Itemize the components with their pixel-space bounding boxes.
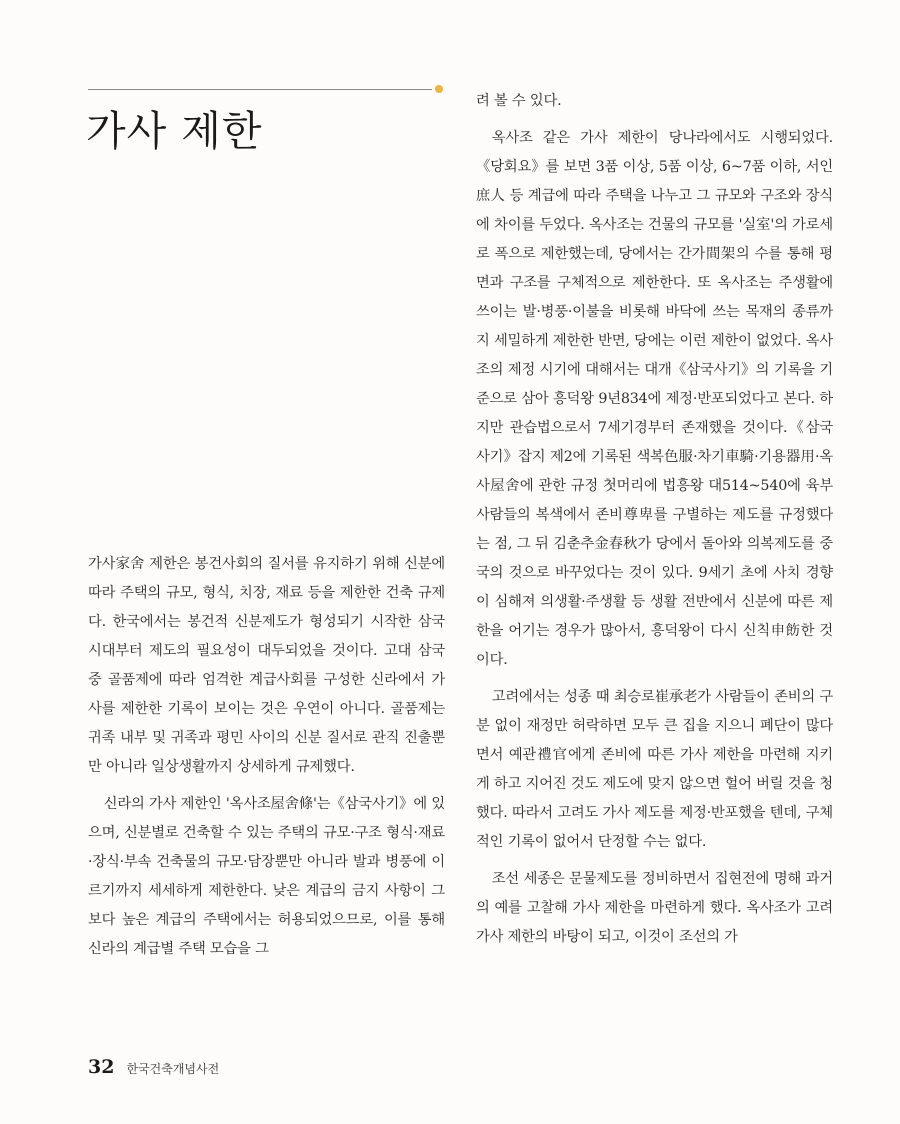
paragraph: 려 볼 수 있다.	[476, 93, 562, 109]
paragraph: 가사家舍 제한은 봉건사회의 질서를 유지하기 위해 신분에 따라 주택의 규모, 형식, 치장, 재료 등을 제한한 건축 규제다. 한국에서는 봉건적 신분제도가 형성되기 시작한 삼국시대부터 제도의 필요성이 대두되었을 것이다. 고대 삼국 중 골품제에 따라 엄격한 계급사회를 구성한 신라에서 가사를 제한한 기록이 보이는 것은 우연이 아니다. 골품제는 귀족 내부 및 귀족과 평민 사이의 신분 질서로 관직 진출뿐만 아니라 일상생활까지 상세하게 규제했다.	[88, 556, 445, 775]
title-rule	[88, 89, 432, 90]
paragraph: 조선 세종은 문물제도를 정비하면서 집현전에 명해 과거의 예를 고찰해 가사 제한을 마련하게 했다. 옥사조가 고려 가사 제한의 바탕이 되고, 이것이 조선의 가	[476, 871, 833, 945]
paragraph: 신라의 가사 제한인 '옥사조屋舍條'는《삼국사기》에 있으며, 신분별로 건축할 수 있는 주택의 규모·구조 형식·재료·장식·부속 건축물의 규모·담장뿐만 아니라 발과 병풍에 이르기까지 세세하게 제한한다. 낮은 계급의 금지 사항이 그보다 높은 계급의 주택에서는 허용되었으므로, 이를 통해 신라의 계급별 주택 모습을 그	[88, 796, 445, 957]
page-footer	[88, 1056, 219, 1078]
page-number: 32	[88, 1056, 115, 1078]
page-title: 가사 제한	[86, 107, 263, 155]
paragraph: 옥사조 같은 가사 제한이 당나라에서도 시행되었다. 《당회요》를 보면 3품 이상, 5품 이상, 6~7품 이하, 서인庶人 등 계급에 따라 주택을 나누고 그 규모와 구조와 장식에 차이를 두었다. 옥사조는 건물의 규모를 '실室'의 가로세로 폭으로 제한했는데, 당에서는 간가間架의 수를 통해 평면과 구조를 구체적으로 제한한다. 또 옥사조는 주생활에 쓰이는 발·병풍·이불을 비롯해 바닥에 쓰는 목재의 종류까지 세밀하게 제한한 반면, 당에는 이런 제한이 없었다. 옥사조의 제정 시기에 대해서는 대개《삼국사기》의 기록을 기준으로 삼아 흥덕왕 9년834에 제정·반포되었다고 본다. 하지만 관습법으로서 7세기경부터 존재했을 것이다.《삼국사기》잡지 제2에 기록된 색복色服·차기車騎·기용器用·옥사屋舍에 관한 규정 첫머리에 법흥왕 대514~540에 육부 사람들의 복색에서 존비尊卑를 구별하는 제도를 규정했다는 점, 그 뒤 김춘추金春秋가 당에서 돌아와 의복제도를 중국의 것으로 바꾸었다는 것이 있다. 9세기 초에 사치 경향이 심해져 의생활·주생활 등 생활 전반에서 신분에 따른 제한을 어기는 경우가 많아서, 흥덕왕이 다시 신칙申飭한 것이다.	[476, 130, 833, 668]
book-title: 한국건축개념사전	[126, 1062, 220, 1076]
left-column	[88, 550, 445, 972]
right-column	[476, 87, 833, 960]
accent-dot	[435, 85, 443, 93]
paragraph: 고려에서는 성종 때 최승로崔承老가 사람들이 존비의 구분 없이 재정만 허락하면 모두 큰 집을 지으니 폐단이 많다면서 예관禮官에게 존비에 따른 가사 제한을 마련해 지키게 하고 지어진 것도 제도에 맞지 않으면 헐어 버릴 것을 청했다. 따라서 고려도 가사 제도를 제정·반포했을 텐데, 구체적인 기록이 없어서 단정할 수는 없다.	[476, 689, 833, 850]
